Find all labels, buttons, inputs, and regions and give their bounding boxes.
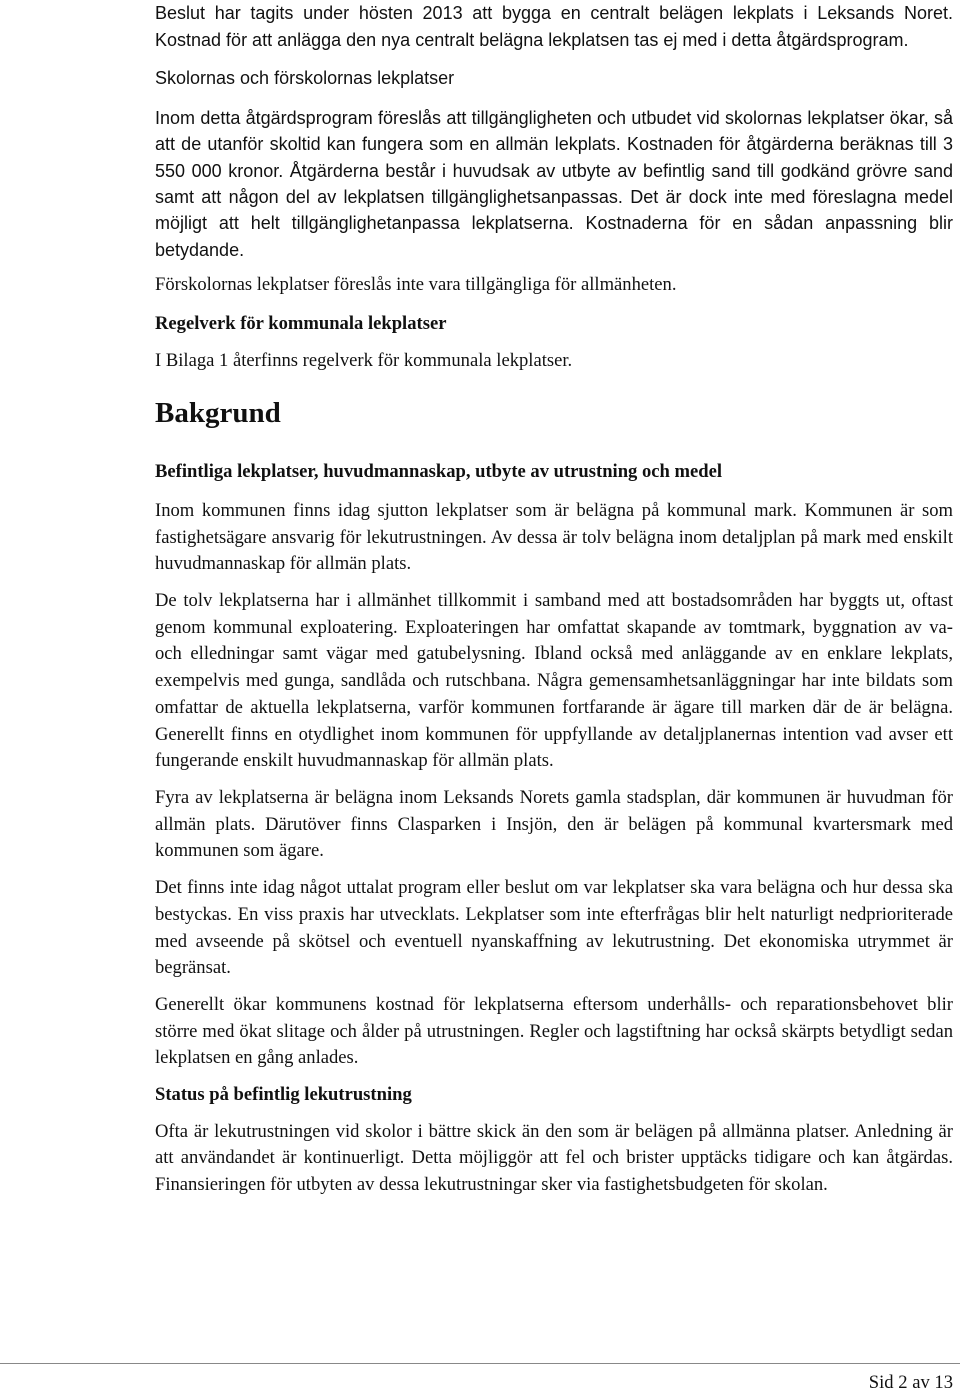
existing-playgrounds-heading: Befintliga lekplatser, huvudmannaskap, utbyte av utrustning och medel: [155, 461, 723, 483]
rules-heading: Regelverk för kommunala lekplatser: [155, 312, 447, 334]
rules-paragraph: I Bilaga 1 återfinns regelverk för kommunala lekplatser.: [155, 349, 573, 371]
preschool-paragraph: Förskolornas lekplatser föreslås inte vara tillgängliga för allmänheten.: [155, 274, 677, 296]
intro-paragraph: Beslut har tagits under hösten 2013 att bygga en centralt belägen lekplats i Leksands Noret. Kostnad för att anlägga den nya centralt belägna lekplatsen tas ej med i detta åtgärdsprogram.: [155, 3, 953, 50]
school-playgrounds-paragraph: Inom detta åtgärdsprogram föreslås att tillgängligheten och utbudet vid skolornas lekplatser ökar, så att de utanför skoltid kan fungera som en allmän lekplats. Kostnaden för åtgärderna beräknas till 3 550 000 kronor. Åtgärderna består i huvudsak av utbyte av befintlig sand till godkänd grövre sand samt att någon del av lekplatsen tillgänglighetsanpassas. Det är dock inte med föreslagna medel möjligt att helt tillgänglighetanpassa lekplatserna. Kostnaderna för en sådan anpassning blir betydande.: [155, 107, 953, 260]
document-page: [155, 0, 953, 1199]
status-heading: Status på befintlig lekutrustning: [155, 1084, 412, 1106]
existing-paragraph-4: Det finns inte idag något uttalat program eller beslut om var lekplatser ska vara belägna och hur dessa ska bestyckas. En viss praxis har utvecklats. Lekplatser som inte efterfrågas blir helt naturligt nedprioriterade med avseende på skötsel och eventuell nyanskaffning av lekutrustning. Det ekonomiska utrymmet är begränsat.: [155, 877, 953, 979]
footer-divider: [0, 1363, 960, 1364]
school-playgrounds-heading: Skolornas och förskolornas lekplatser: [155, 68, 455, 88]
existing-paragraph-2: De tolv lekplatserna har i allmänhet tillkommit i samband med att bostadsområden har byggts ut, oftast genom kommunal exploatering. Exploateringen har omfattat skapande av tomtmark, byggnation av va- och elledningar samt vägar med gatubelysning. Ibland också med anläggande av en enklare lekplats, exempelvis med gunga, sandlåda och rutschbana. Några gemensamhetsanläggningar har inte bildats som omfattar de aktuella lekplatserna, varför kommunen fortfarande är ägare till marken där de är belägna. Generellt finns en otydlighet inom kommunen för uppfyllande av detaljplanernas intention vad avser ett fungerande enskilt huvudmannaskap för allmän plats.: [155, 590, 953, 772]
page-number: Sid 2 av 13: [868, 1372, 953, 1393]
existing-paragraph-5: Generellt ökar kommunens kostnad för lekplatserna eftersom underhålls- och reparationsbehovet blir större med ökat slitage och ålder på utrustningen. Regler och lagstiftning har också skärpts betydligt sedan lekplatsen en gång anlades.: [155, 993, 953, 1069]
existing-paragraph-1: Inom kommunen finns idag sjutton lekplatser som är belägna på kommunal mark. Kommunen är som fastighetsägare ansvarig för lekutrustningen. Av dessa är tolv belägna inom detaljplan på mark med enskilt huvudmannaskap för allmän plats.: [155, 499, 953, 575]
background-heading: Bakgrund: [155, 397, 281, 430]
existing-paragraph-3: Fyra av lekplatserna är belägna inom Leksands Norets gamla stadsplan, där kommunen är huvudman för allmän plats. Därutöver finns Clasparken i Insjön, den är belägen på kommunal kvartersmark med kommunen som ägare.: [155, 786, 953, 862]
status-paragraph: Ofta är lekutrustningen vid skolor i bättre skick än den som är belägen på allmänna platser. Anledning är att användandet är kontinuerligt. Detta möjliggör att fel och brister upptäcks tidigare och kan åtgärdas. Finansieringen för utbyten av dessa lekutrustningar sker via fastighetsbudgeten för skolan.: [155, 1120, 953, 1196]
